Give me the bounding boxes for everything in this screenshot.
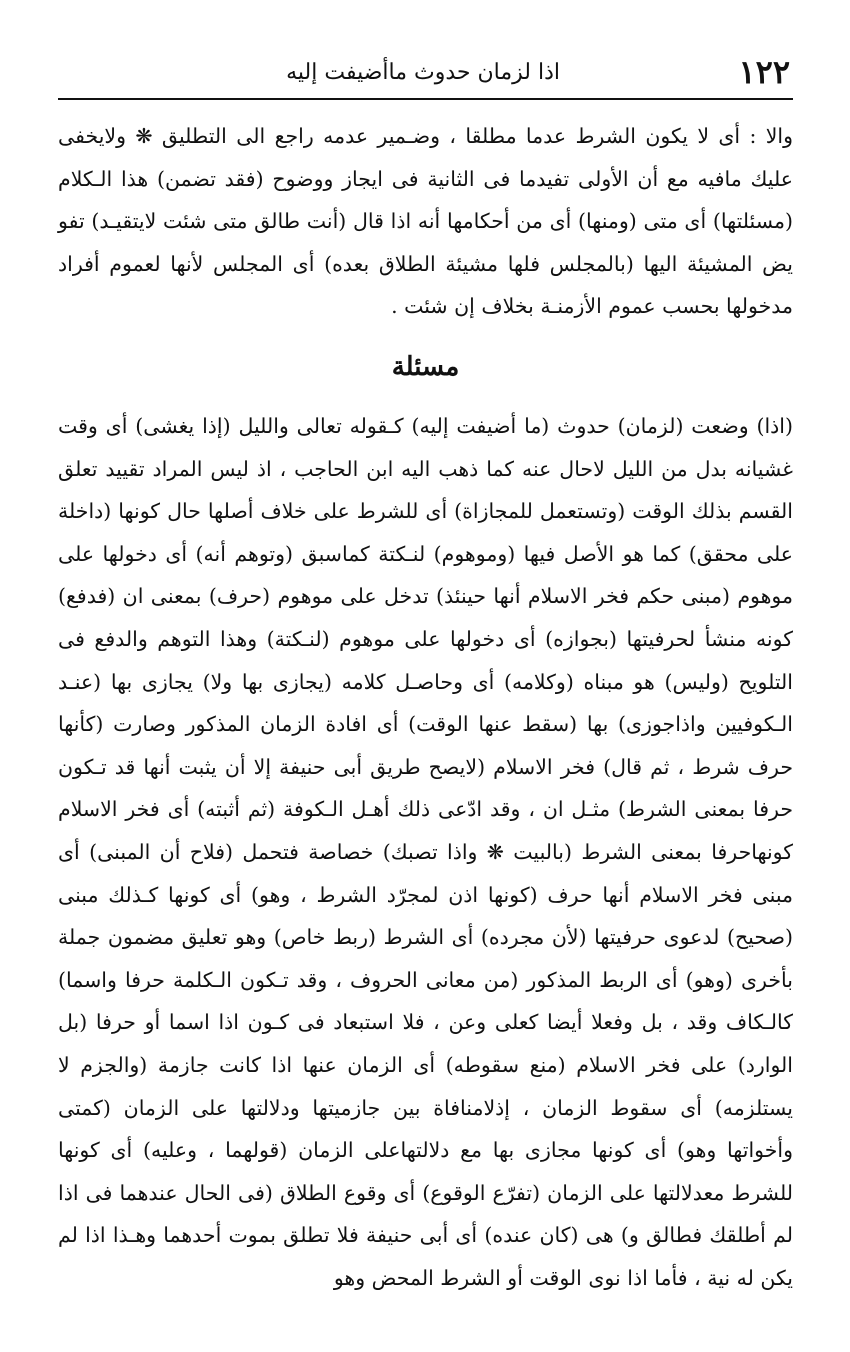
page-number: ١٢٢ [738,53,790,91]
page-header [58,52,790,92]
section-heading: مسئلة [391,352,460,382]
paragraph-1: والا : أى لا يكون الشرط عدما مطلقا ، وضـمير عدمه راجع الى التطليق ❋ ولايخفى عليك مافيه مع أن الأولى تفيدما فى الثانية فى ايجاز ووضوح (فقد تضمن) هذا الـكلام (مسئلتها) أى متى (ومنها) أى من أحكامها أنه اذا قال (أنت طالق متى شئت لايتقيـد) تفو يض المشيئة اليها (بالمجلس فلها مشيئة الطلاق بعده) أى المجلس لأنها لعموم أفراد مدخولها بحسب عموم الأزمنـة بخلاف إن شئت . [58,124,793,319]
header-rule [58,98,793,100]
running-title: اذا لزمان حدوث ماأضيفت إليه [286,60,560,85]
paragraph-2: (اذا) وضعت (لزمان) حدوث (ما أضيفت إليه) كـقوله تعالى والليل (إذا يغشى) أى وقت غشيانه بدل من الليل لاحال عنه كما ذهب اليه ابن الحاجب ، اذ ليس المراد تقييد تعلق القسم بذلك الوقت (وتستعمل للمجازاة) أى للشرط على خلاف أصلها حال كونها (داخلة على محقق) كما هو الأصل فيها (وموهوم) لنـكتة كماسبق (وتوهم أنه) أى دخولها على موهوم (مبنى حكم فخر الاسلام أنها حينئذ) تدخل على موهوم (حرف) بمعنى ان (فدفع) كونه منشأ لحرفيتها (بجوازه) أى دخولها على موهوم (لنـكتة) وهذا التوهم والدفع فى التلويح (وليس) هو مبناه (وكلامه) أى وحاصـل كلامه (يجازى بها ولا) يجازى بها (عنـد الـكوفيين واذاجوزى) بها (سقط عنها الوقت) أى افادة الزمان المذكور وصارت (كأنها حرف شرط ، ثم قال) فخر الاسلام (لايصح طريق أبى حنيفة إلا أن يثبت أنها قد تـكون حرفا بمعنى الشرط) مثـل ان ، وقد ادّعى ذلك أهـل الـكوفة (ثم أثبته) أى فخر الاسلام كونهاحرفا بمعنى الشرط (بالبيت ❋ واذا تصبك) خصاصة فتحمل (فلاح أن المبنى) أى مبنى فخر الاسلام أنها حرف (كونها اذن لمجرّد الشرط ، وهو) أى كونها كـذلك مبنى (صحيح) لدعوى حرفيتها (لأن مجرده) أى الشرط (ربط خاص) وهو تعليق مضمون جملة بأخرى (وهو) أى الربط المذكور (من معانى الحروف ، وقد تـكون الـكلمة حرفا واسما) كالـكاف وقد ، بل وفعلا أيضا كعلى وعن ، فلا استبعاد فى كـون اذا اسما أو حرفا (بل الوارد) على فخر الاسلام (منع سقوطه) أى الزمان عنها اذا كانت جازمة (والجزم لا يستلزمه) أى سقوط الزمان ، إذلامنافاة بين جازميتها ودلالتها على الزمان (كمتى وأخواتها وهو) أى كونها مجازى بها مع دلالتهاعلى الزمان (قولهما ، وعليه) أى كونها للشرط معدلالتها على الزمان (تفرّع الوقوع) أى وقوع الطلاق (فى الحال عندهما فى اذا لم أطلقك فطالق و) هى (كان عنده) أى أبى حنيفة فلا تطلق بموت أحدهما وهـذا اذا لم يكن له نية ، فأما اذا نوى الوقت أو الشرط المحض وهو [58,414,793,1290]
